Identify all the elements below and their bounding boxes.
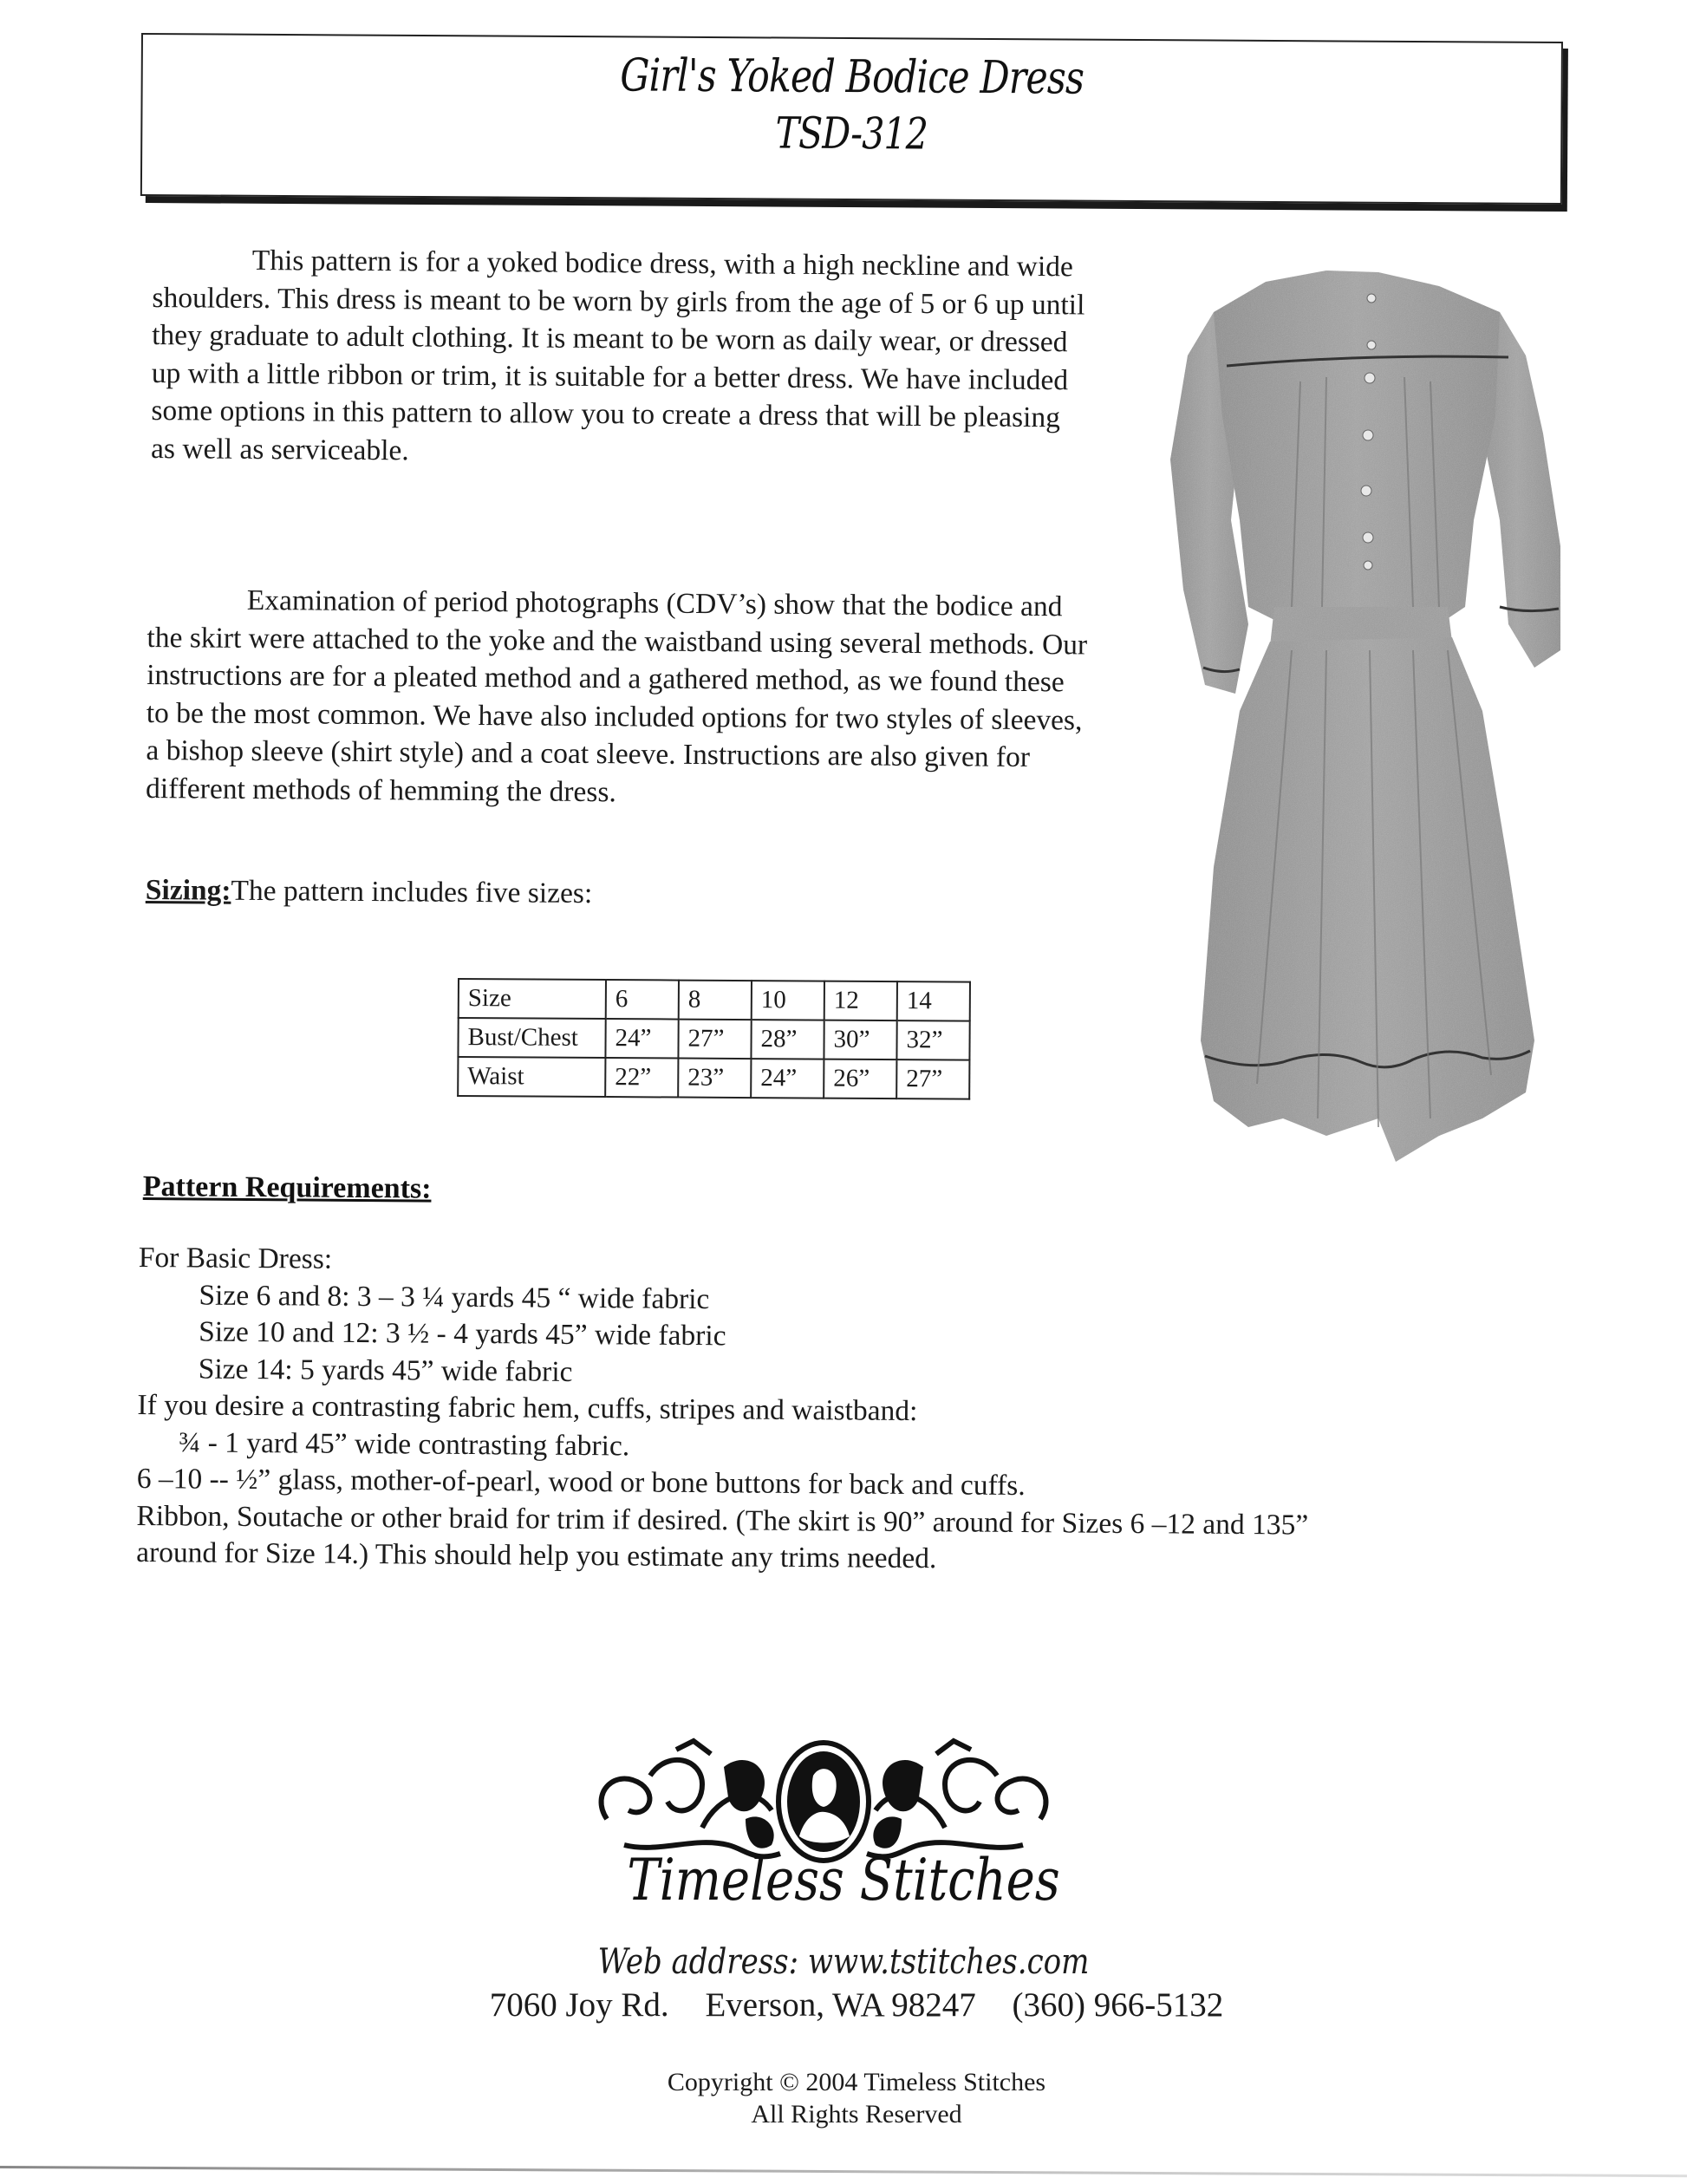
intro-paragraph-2-text: Examination of period photographs (CDV’s) show that the bodice and the skirt were attached to the yoke and the waistband using several methods. Our instructions are for a pleated method and a gathered method, as we found these to be the most common. We have also included options for two styles of sleeves, a bishop sleeve (shirt style) and a coat sleeve. Instructions are also given for different methods of hemming the dress. [145,583,1088,808]
table-cell: 27” [678,1020,751,1059]
table-cell: 23” [678,1059,751,1099]
dress-photo [1153,260,1560,1179]
size-table [457,978,971,1100]
pattern-number: TSD-312 [775,108,928,160]
phone-number: (360) 966-5132 [1012,1986,1224,2024]
requirement-line: Ribbon, Soutache or other braid for trim if desired. (The skirt is 90” around for Sizes 6 –12 and 135” [136,1499,1309,1542]
bodice [1214,271,1500,624]
table-cell: 24” [605,1019,678,1059]
requirement-line: Size 10 and 12: 3 ½ - 4 yards 45” wide fabric [199,1315,726,1353]
sizing-line [146,874,593,910]
table-cell: 27” [896,1059,969,1099]
requirement-line: Size 6 and 8: 3 – 3 ¼ yards 45 “ wide fabric [199,1279,710,1315]
web-address[interactable]: Web address: www.tstitches.com [597,1942,1090,1982]
table-row-waist [458,1057,969,1099]
brand-name: Timeless Stitches [627,1847,1060,1913]
requirement-line: around for Size 14.) This should help you estimate any trims needed. [136,1535,937,1575]
contact-line [0,1985,1687,2024]
intro-paragraph-1 [151,241,1089,474]
requirement-line: ¾ - 1 yard 45” wide contrasting fabric. [179,1425,630,1462]
intro-paragraph-2 [146,581,1092,815]
table-cell: 10 [752,981,824,1020]
sizing-text: The pattern includes five sizes: [231,874,593,910]
table-row-bust [458,1018,969,1060]
copyright: Copyright © 2004 Timeless Stitches [667,2068,1046,2096]
title-box [140,33,1563,205]
table-cell: 12 [824,981,897,1021]
table-cell: 6 [606,980,679,1020]
sizing-label: Sizing: [145,874,231,907]
skirt [1201,637,1534,1162]
row-header: Size [459,979,606,1019]
scan-edge-line [0,2166,1687,2177]
table-cell: 22” [605,1058,678,1098]
table-cell: 24” [751,1059,824,1099]
requirements-title: Pattern Requirements: [142,1170,432,1205]
rights-reserved: All Rights Reserved [751,2100,962,2129]
table-cell: 28” [751,1020,824,1059]
table-cell: 30” [824,1020,896,1060]
requirement-line: 6 –10 -- ½” glass, mother-of-pearl, wood or bone buttons for back and cuffs. [136,1462,1026,1503]
street-address: 7060 Joy Rd. [489,1986,669,2024]
pattern-title: Girl's Yoked Bodice Dress [620,49,1084,105]
table-cell: 8 [679,981,752,1020]
requirement-line: For Basic Dress: [138,1241,333,1275]
table-cell: 14 [897,981,970,1021]
table-cell: 26” [824,1059,896,1099]
row-header: Waist [458,1057,605,1097]
row-header: Bust/Chest [458,1018,605,1058]
table-row-size [459,979,970,1021]
intro-paragraph-1-text: This pattern is for a yoked bodice dress, with a high neckline and wide shoulders. This dress is meant to be worn by girls from the age of 5 or 6 up until they graduate to adult clothing. It is meant to be worn as daily wear, or dressed up with a little ribbon or trim, it is suitable for a better dress. We have included some options in this pattern to allow you to create a dress that will be pleasing as well as serviceable. [150,244,1085,466]
requirement-line: If you desire a contrasting fabric hem, cuffs, stripes and waistband: [137,1388,918,1428]
requirement-line: Size 14: 5 yards 45” wide fabric [198,1353,573,1388]
table-cell: 32” [896,1020,969,1060]
requirements-list [136,1240,1526,1582]
city-state-zip: Everson, WA 98247 [705,1986,976,2024]
